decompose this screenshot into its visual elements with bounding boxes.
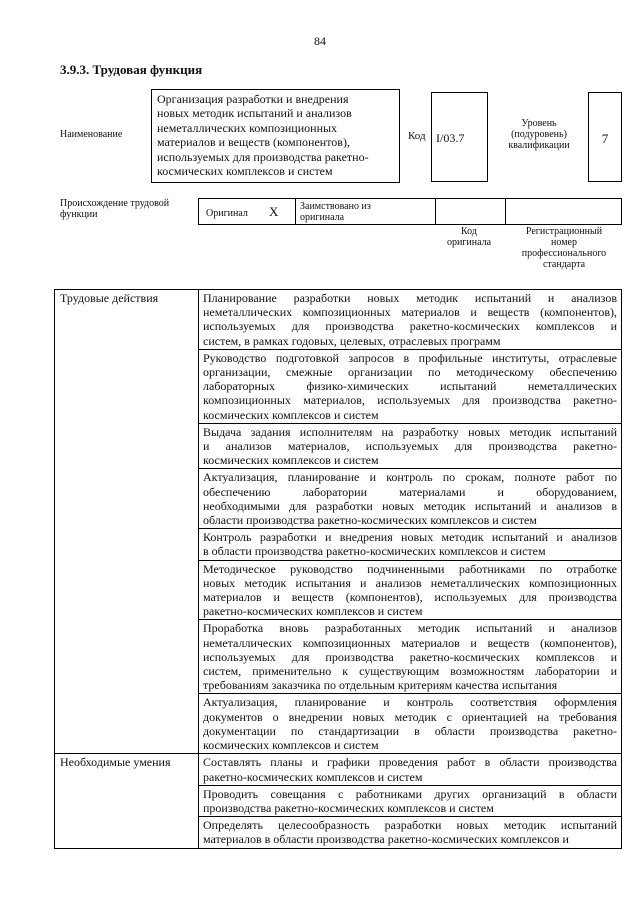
item-line: космических комплексов и систем [203, 453, 379, 468]
level-label-line: (подуровень) [511, 129, 567, 140]
item-line: новых методик испытания и анализов неметаллических композиционных [203, 575, 617, 590]
code-original-line: оригинала [446, 237, 492, 248]
item-line: Контроль разработки и внедрения новых методик испытаний и анализов [203, 530, 617, 545]
item-line: Составлять планы и графики проведения работ в области производства [203, 755, 617, 770]
item-line: ракетно-космических комплексов и систем [203, 769, 423, 784]
item-cell [199, 423, 622, 469]
section-title: 3.9.3. Трудовая функция [60, 62, 203, 77]
reg-number-line: номер [551, 237, 577, 248]
level-label-line: Уровень [521, 118, 557, 129]
origin-label [60, 198, 169, 220]
item-cell [199, 349, 622, 423]
item-line: материалов и веществ (компонентов), используемых для производства [203, 590, 617, 605]
divider [505, 199, 506, 224]
item-line: Методическое руководство подчиненными работниками по отработке [203, 561, 617, 576]
item-line: космических комплексов и систем [203, 738, 379, 753]
function-name-line: Организация разработки и внедрения [157, 92, 349, 106]
borrowed-label [300, 201, 371, 223]
page-number: 84 [314, 34, 326, 48]
item-cell [199, 785, 622, 816]
original-mark: X [269, 204, 279, 219]
reg-number-line: профессионального [521, 248, 607, 259]
code-label: Код [408, 130, 426, 142]
table-body [55, 290, 622, 849]
item-line: материалов в области производства ракетно-космических комплексов и [203, 832, 569, 847]
function-name-line: новых методик испытаний и анализов [157, 106, 352, 121]
function-name-line: космических комплексов и систем [157, 164, 333, 179]
level-value: 7 [588, 92, 622, 182]
skill-row [55, 754, 622, 785]
item-line: систем, применительно к существующим возможностям лаборатории и [203, 664, 617, 679]
item-line: Определять целесообразность разработки новых методик испытаний [203, 818, 617, 833]
divider [435, 199, 436, 224]
reg-number-line: стандарта [542, 259, 586, 270]
item-line: производства ракетно-космических комплексов и систем [203, 800, 494, 815]
original-label: Оригинал [206, 208, 248, 219]
item-line: лабораторных физико-химических испытаний неметаллических [203, 379, 617, 394]
item-cell [199, 469, 622, 529]
item-line: в области производства ракетно-космических комплексов и систем [203, 544, 546, 559]
function-name-line: неметаллических композиционных [157, 120, 338, 135]
row-group-label: Трудовые действия [55, 290, 199, 754]
item-line: организации, смежные организации по методическому обеспечению [203, 365, 617, 380]
item-line: ракетно-космических комплексов и систем [203, 604, 423, 619]
item-cell [199, 754, 622, 785]
item-line: Проводить совещания с работниками других организаций в области [203, 786, 617, 801]
name-label: Наименование [60, 129, 123, 140]
item-line: требованиям заказчика по отдельным критериям качества испытания [203, 678, 558, 693]
item-line: обеспечению лаборатории материалами и оборудованием, [203, 484, 617, 499]
divider [295, 199, 296, 224]
item-line: используемых для производства ракетно-космических комплексов и [203, 319, 617, 334]
origin-label-line: Происхождение трудовой [60, 198, 170, 209]
item-line: космических комплексов и систем [203, 407, 379, 422]
function-name-box [151, 89, 400, 183]
row-group-label: Необходимые умения [55, 754, 199, 848]
item-cell [199, 620, 622, 694]
item-line: области производства ракетно-космических комплексов и систем [203, 513, 537, 528]
labor-action-row [55, 290, 622, 350]
item-line: Проработка вновь разработанных методик испытаний и анализов [203, 621, 617, 636]
item-cell [199, 290, 622, 350]
function-name-line: материалов и веществ (компонентов), [157, 135, 350, 150]
item-line: неметаллических композиционных материалов и веществ (компонентов), [203, 635, 617, 650]
borrowed-label-line: Заимствовано из [300, 201, 371, 212]
item-line: Руководство подготовкой запросов в профильные институты, отраслевые [203, 350, 617, 365]
origin-table [198, 198, 622, 225]
item-line: композиционных материалов, используемых для производства ракетно- [203, 393, 617, 408]
reg-number-label [506, 226, 622, 270]
item-line: используемых для производства ракетно-космических комплексов и [203, 649, 617, 664]
code-value: I/03.7 [431, 92, 488, 182]
code-original-label [434, 226, 504, 248]
item-line: Планирование разработки новых методик испытаний и анализов [203, 291, 617, 305]
item-line: Актуализация, планирование и контроль по срокам, полноте работ по [203, 470, 617, 485]
item-line: неметаллических композиционных материалов и веществ (компонентов), [203, 305, 617, 320]
item-line: необходимыми для разработки новых методик испытаний и анализов в [203, 498, 617, 513]
function-name-line: используемых для производства ракетно- [157, 149, 369, 164]
level-label-line: квалификации [508, 140, 570, 151]
item-cell [199, 560, 622, 620]
item-cell [199, 529, 622, 560]
item-line: систем, в рамках годовых, целевых, отраслевых программ [203, 333, 501, 348]
origin-label-line: функции [60, 209, 98, 220]
item-line: и анализов материалов, используемых для производства ракетно- [203, 439, 617, 454]
item-line: Выдача задания исполнителям на разработку новых методик испытаний [203, 424, 617, 439]
level-label [496, 118, 582, 151]
code-original-line: Код [461, 226, 477, 237]
item-line: Актуализация, планирование и контроль соответствия оформления [203, 695, 617, 710]
item-line: документов о внедрении новых методик с ориентацией на требования [203, 709, 617, 724]
labor-function-table [54, 289, 622, 849]
item-cell [199, 817, 622, 848]
item-cell [199, 694, 622, 754]
reg-number-line: Регистрационный [525, 226, 603, 237]
borrowed-label-line: оригинала [300, 212, 345, 223]
item-line: документации по стандартизации в области производства ракетно- [203, 723, 617, 738]
